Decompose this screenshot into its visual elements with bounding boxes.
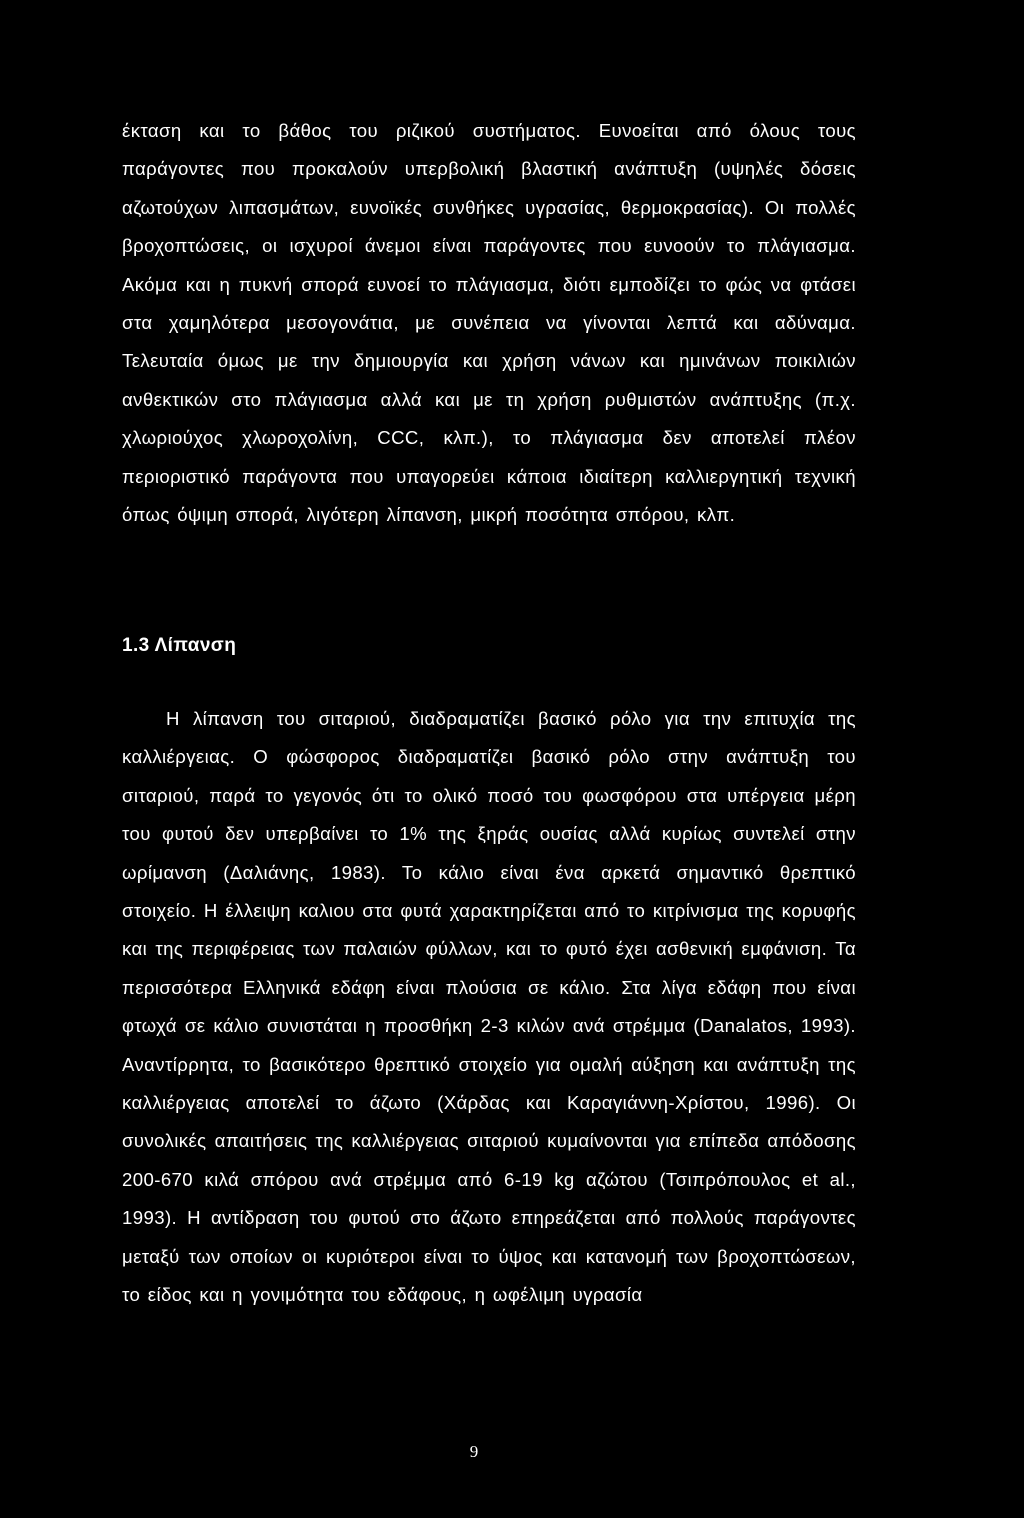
page-number: 9	[469, 1442, 479, 1461]
section-heading: 1.3 Λίπανση	[122, 635, 237, 656]
body-paragraph-2: Η λίπανση του σιταριού, διαδραματίζει βασικό ρόλο για την επιτυχία της καλλιέργειας. Ο φώσφορος διαδραματίζει βασικό ρόλο στην ανάπτυξη του σιταριού, παρά το γεγονός ότι το ολικό ποσό του φωσφόρου στα υπέργεια μέρη του φυτού δεν υπερβαίνει το 1% της ξηράς ουσίας αλλά κυρίως συντελεί στην ωρίμανση (Δαλιάνης, 1983). Το κάλιο είναι ένα αρκετά σημαντικό θρεπτικό στοιχείο. Η έλλειψη καλιου στα φυτά χαρακτηρίζεται από το κιτρίνισμα της κορυφής και της περιφέρειας των παλαιών φύλλων, και το φυτό έχει ασθενική εμφάνιση. Τα περισσότερα Ελληνικά εδάφη είναι πλούσια σε κάλιο. Στα λίγα εδάφη που είναι φτωχά σε κάλιο συνιστάται η προσθήκη 2-3 κιλών ανά στρέμμα (Danalatos, 1993). Αναντίρρητα, το βασικότερο θρεπτικό στοιχείο για ομαλή αύξηση και ανάπτυξη της καλλιέργειας αποτελεί το άζωτο (Χάρδας και Καραγιάννη-Χρίστου, 1996). Οι συνολικές απαιτήσεις της καλλιέργειας σιταριού κυμαίνονται για επίπεδα απόδοσης 200-670 κιλά σπόρου ανά στρέμμα από 6-19 kg αζώτου (Τσιπρόπουλος et al., 1993). Η αντίδραση του φυτού στο άζωτο επηρεάζεται από πολλούς παράγοντες μεταξύ των οποίων οι κυριότεροι είναι το ύψος και κατανομή των βροχοπτώσεων, το είδος και η γονιμότητα του εδάφους, η ωφέλιμη υγρασία	[122, 708, 856, 1306]
body-paragraph-1: έκταση και το βάθος του ριζικού συστήματος. Ευνοείται από όλους τους παράγοντες που προκαλούν υπερβολική βλαστική ανάπτυξη (υψηλές δόσεις αζωτούχων λιπασμάτων, ευνοϊκές συνθήκες υγρασίας, θερμοκρασίας). Οι πολλές βροχοπτώσεις, οι ισχυροί άνεμοι είναι παράγοντες που ευνοούν το πλάγιασμα. Ακόμα και η πυκνή σπορά ευνοεί το πλάγιασμα, διότι εμποδίζει το φώς να φτάσει στα χαμηλότερα μεσογονάτια, με συνέπεια να γίνονται λεπτά και αδύναμα. Τελευταία όμως με την δημιουργία και χρήση νάνων και ημινάνων ποικιλιών ανθεκτικών στο πλάγιασμα αλλά και με τη χρήση ρυθμιστών ανάπτυξης (π.χ. χλωριούχος χλωροχολίνη, CCC, κλπ.), το πλάγιασμα δεν αποτελεί πλέον περιοριστικό παράγοντα που υπαγορεύει κάποια ιδιαίτερη καλλιεργητική τεχνική όπως όψιμη σπορά, λιγότερη λίπανση, μικρή ποσότητα σπόρου, κλπ.	[122, 120, 856, 526]
